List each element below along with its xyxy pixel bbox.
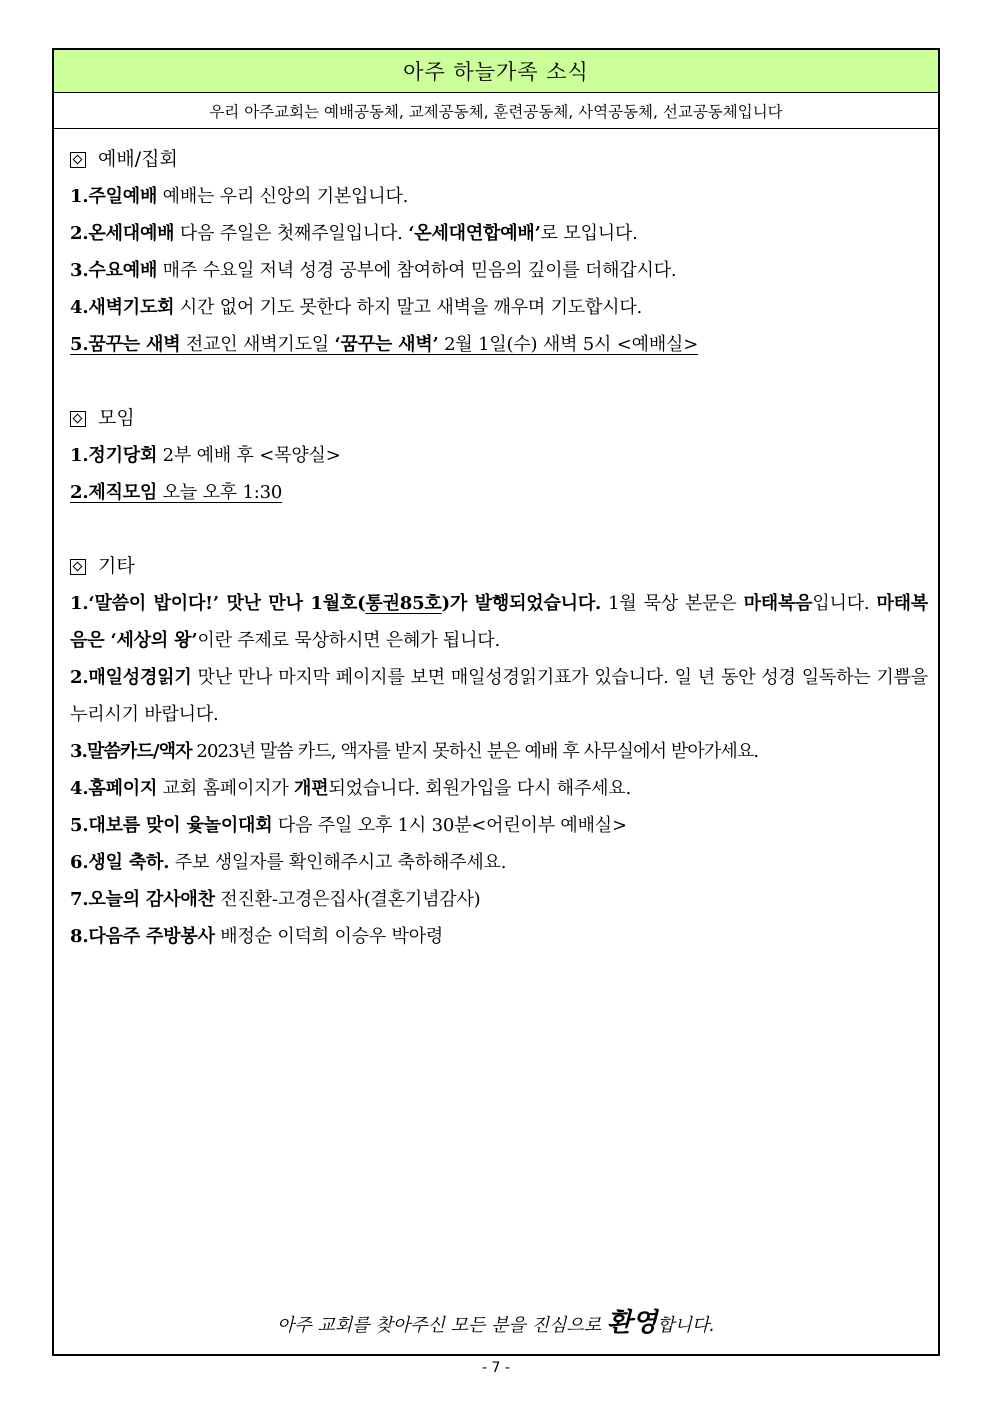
worship-item-4: 4.새벽기도회 시간 없어 기도 못한다 하지 말고 새벽을 깨우며 기도합시다. <box>70 297 643 318</box>
meeting-item-2: 2.제직모임 오늘 오후 1:30 <box>70 482 283 503</box>
section-heading-meetings: 모임 <box>70 400 928 437</box>
diamond-marker-icon <box>70 411 86 427</box>
worship-item-1: 1.주일예배 예배는 우리 신앙의 기본입니다. <box>70 186 409 207</box>
diamond-marker-icon <box>70 152 86 168</box>
welcome-message: 아주 교회를 찾아주신 모든 분을 진심으로 환영합니다. <box>276 1308 716 1338</box>
section-spacer <box>70 511 928 548</box>
section-heading-worship: 예배/집회 <box>70 141 928 178</box>
other-item-6: 6.생일 축하. 주보 생일자를 확인해주시고 축하해주세요. <box>70 852 507 873</box>
page-title: 아주 하늘가족 소식 <box>54 50 938 93</box>
meeting-item-1: 1.정기당회 2부 예배 후 <목양실> <box>70 445 341 466</box>
diamond-marker-icon <box>70 559 86 575</box>
other-item-2: 2.매일성경읽기 맛난 만나 마지막 페이지를 보면 매일성경읽기표가 있습니다. 일 년 동안 성경 일독하는 기쁨을 누리시기 바랍니다. <box>70 667 928 725</box>
other-item-1: 1.‘말씀이 밥이다!’ 맛난 만나 1월호(통권85호)가 발행되었습니다. 1월 묵상 본문은 마태복음입니다. 마태복음은 ‘세상의 왕’이란 주제로 묵상하시면 은혜가 됩니다. <box>70 593 929 651</box>
worship-item-2: 2.온세대예배 다음 주일은 첫째주일입니다. ‘온세대연합예배’로 모입니다. <box>70 223 638 244</box>
other-item-8: 8.다음주 주방봉사 배정순 이덕희 이승우 박아령 <box>70 926 444 947</box>
content-area <box>54 129 938 955</box>
section-spacer <box>70 363 928 400</box>
page-number: - 7 - <box>482 1360 510 1376</box>
bulletin-frame <box>52 48 940 1356</box>
other-item-4: 4.홈페이지 교회 홈페이지가 개편되었습니다. 회원가입을 다시 해주세요. <box>70 778 632 799</box>
worship-item-5: 5.꿈꾸는 새벽 전교인 새벽기도일 ‘꿈꾸는 새벽’ 2월 1일(수) 새벽 5시 <예배실> <box>70 334 699 355</box>
other-item-7: 7.오늘의 감사애찬 전진환-고경은집사(결혼기념감사) <box>70 889 481 910</box>
other-item-3: 3.말씀카드/액자 2023년 말씀 카드, 액자를 받지 못하신 분은 예배 후 사무실에서 받아가세요. <box>70 741 759 762</box>
other-item-5: 5.대보름 맞이 윷놀이대회 다음 주일 오후 1시 30분<어린이부 예배실> <box>70 815 627 836</box>
page-subtitle: 우리 아주교회는 예배공동체, 교제공동체, 훈련공동체, 사역공동체, 선교공동체입니다 <box>54 93 938 129</box>
section-heading-other: 기타 <box>70 548 928 585</box>
worship-item-3: 3.수요예배 매주 수요일 저녁 성경 공부에 참여하여 믿음의 깊이를 더해갑시다. <box>70 260 677 281</box>
